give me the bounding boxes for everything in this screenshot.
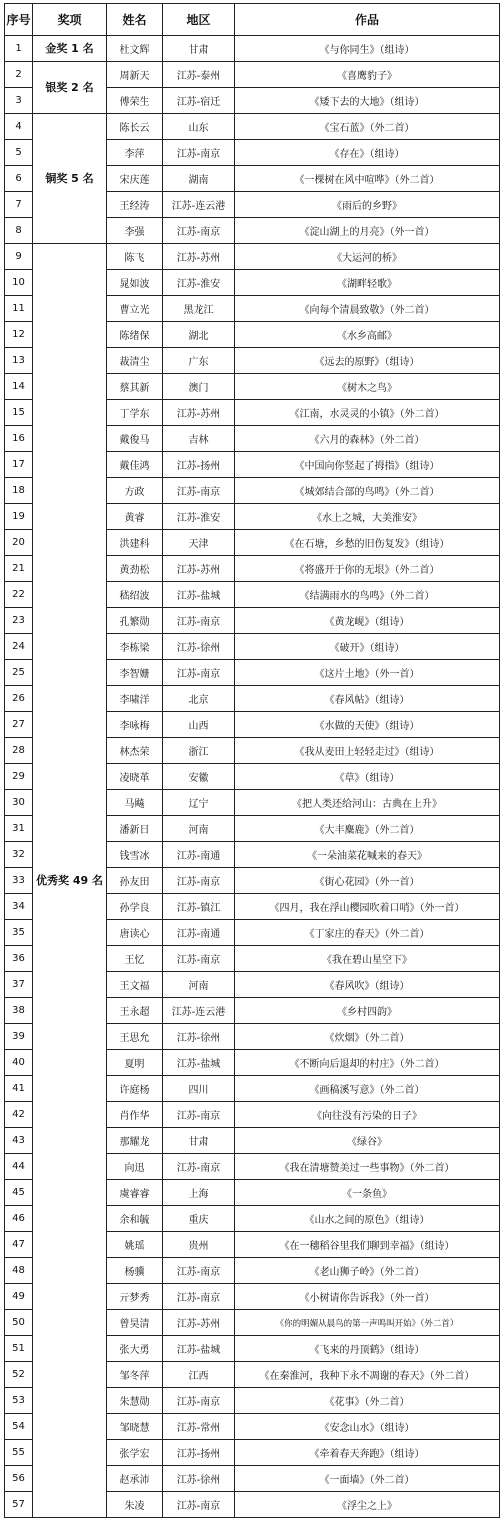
work-title: 《湖畔轻歌》 [235,270,500,296]
author-name: 余和毓 [107,1206,163,1232]
author-region: 江苏-盐城 [163,1336,235,1362]
work-title: 《在一穗稻谷里我们聊到幸福》（组诗） [235,1232,500,1258]
work-title: 《与你同生》（组诗） [235,36,500,62]
work-title: 《淀山湖上的月亮》（外一首） [235,218,500,244]
row-number: 56 [5,1466,33,1492]
row-number: 6 [5,166,33,192]
author-name: 虞睿睿 [107,1180,163,1206]
author-name: 亓梦秀 [107,1284,163,1310]
author-region: 江苏-南京 [163,218,235,244]
award-category: 优秀奖 49 名 [33,244,107,1518]
row-number: 10 [5,270,33,296]
author-name: 邹冬萍 [107,1362,163,1388]
author-name: 陈长云 [107,114,163,140]
row-number: 7 [5,192,33,218]
row-number: 48 [5,1258,33,1284]
row-number: 27 [5,712,33,738]
row-number: 17 [5,452,33,478]
author-name: 王经涛 [107,192,163,218]
work-title: 《浮尘之上》 [235,1492,500,1518]
author-name: 蔡其新 [107,374,163,400]
author-region: 江苏-南京 [163,478,235,504]
work-title: 《破开》（组诗） [235,634,500,660]
author-name: 李栋梁 [107,634,163,660]
author-region: 广东 [163,348,235,374]
work-title: 《飞来的丹顶鹤》（组诗） [235,1336,500,1362]
work-title: 《一条鱼》 [235,1180,500,1206]
author-name: 肖作华 [107,1102,163,1128]
author-name: 李萍 [107,140,163,166]
row-number: 46 [5,1206,33,1232]
work-title: 《我从麦田上轻轻走过》（组诗） [235,738,500,764]
work-title: 《我在碧山星空下》 [235,946,500,972]
author-region: 吉林 [163,426,235,452]
author-region: 江苏-泰州 [163,62,235,88]
author-name: 宋庆莲 [107,166,163,192]
author-name: 杨骥 [107,1258,163,1284]
work-title: 《乡村四韵》 [235,998,500,1024]
row-number: 11 [5,296,33,322]
author-name: 黄睿 [107,504,163,530]
work-title: 《矮下去的大地》（组诗） [235,88,500,114]
row-number: 55 [5,1440,33,1466]
work-title: 《水做的天使》（组诗） [235,712,500,738]
author-region: 江苏-南京 [163,1388,235,1414]
row-number: 50 [5,1310,33,1336]
row-number: 44 [5,1154,33,1180]
author-name: 张学宏 [107,1440,163,1466]
author-region: 四川 [163,1076,235,1102]
work-title: 《一棵树在风中喧哗》（外二首） [235,166,500,192]
author-region: 江苏-盐城 [163,582,235,608]
author-region: 江苏-淮安 [163,504,235,530]
row-number: 28 [5,738,33,764]
author-region: 贵州 [163,1232,235,1258]
author-region: 江苏-南京 [163,1102,235,1128]
award-category: 金奖 1 名 [33,36,107,62]
author-name: 夏明 [107,1050,163,1076]
author-region: 江苏-镇江 [163,894,235,920]
author-region: 江苏-淮安 [163,270,235,296]
author-region: 江苏-盐城 [163,1050,235,1076]
table-body [5,36,500,1518]
row-number: 3 [5,88,33,114]
awards-table [4,3,500,1518]
author-name: 马飚 [107,790,163,816]
table-row [5,62,500,88]
row-number: 47 [5,1232,33,1258]
author-name: 洪建科 [107,530,163,556]
author-region: 江苏-苏州 [163,244,235,270]
row-number: 42 [5,1102,33,1128]
row-number: 36 [5,946,33,972]
author-region: 山西 [163,712,235,738]
author-name: 张大勇 [107,1336,163,1362]
author-region: 江苏-苏州 [163,1310,235,1336]
header-row [5,4,500,36]
row-number: 57 [5,1492,33,1518]
author-region: 河南 [163,972,235,998]
row-number: 23 [5,608,33,634]
row-number: 30 [5,790,33,816]
row-number: 39 [5,1024,33,1050]
row-number: 5 [5,140,33,166]
author-region: 湖南 [163,166,235,192]
row-number: 41 [5,1076,33,1102]
work-title: 《向每个清晨致敬》（外二首） [235,296,500,322]
author-region: 江苏-徐州 [163,1024,235,1050]
row-number: 53 [5,1388,33,1414]
work-title: 《安念山水》（组诗） [235,1414,500,1440]
row-number: 40 [5,1050,33,1076]
row-number: 43 [5,1128,33,1154]
author-region: 辽宁 [163,790,235,816]
header-name: 姓名 [107,4,163,36]
work-title: 《在秦淮河，我种下永不凋谢的春天》（外二首） [235,1362,500,1388]
work-title: 《山水之间的原色》（组诗） [235,1206,500,1232]
author-name: 丁学东 [107,400,163,426]
row-number: 45 [5,1180,33,1206]
awards-table-container [4,3,500,1518]
author-region: 澳门 [163,374,235,400]
author-name: 李强 [107,218,163,244]
author-region: 江苏-南京 [163,1284,235,1310]
work-title: 《六月的森林》（外二首） [235,426,500,452]
work-title: 《画稿溪写意》（外二首） [235,1076,500,1102]
author-region: 重庆 [163,1206,235,1232]
award-category: 铜奖 5 名 [33,114,107,244]
author-name: 王文福 [107,972,163,998]
work-title: 《存在》（组诗） [235,140,500,166]
row-number: 49 [5,1284,33,1310]
row-number: 13 [5,348,33,374]
work-title: 《江南，水灵灵的小镇》（外二首） [235,400,500,426]
row-number: 21 [5,556,33,582]
author-name: 孔繁勋 [107,608,163,634]
work-title: 《远去的原野》（组诗） [235,348,500,374]
work-title: 《我在清塘赞美过一些事物》（外二首） [235,1154,500,1180]
work-title: 《街心花园》（外一首） [235,868,500,894]
work-title: 《小树请你告诉我》（外一首） [235,1284,500,1310]
author-name: 杜文辉 [107,36,163,62]
work-title: 《向往没有污染的日子》 [235,1102,500,1128]
author-region: 江苏-南京 [163,868,235,894]
work-title: 《喜鹰豹子》 [235,62,500,88]
work-title: 《绿谷》 [235,1128,500,1154]
work-title: 《中国向你竖起了拇指》（组诗） [235,452,500,478]
author-name: 邹晓慧 [107,1414,163,1440]
author-name: 傅荣生 [107,88,163,114]
row-number: 24 [5,634,33,660]
work-title: 《春风吹》（组诗） [235,972,500,998]
author-name: 那耀龙 [107,1128,163,1154]
author-name: 唐读心 [107,920,163,946]
author-region: 上海 [163,1180,235,1206]
row-number: 51 [5,1336,33,1362]
work-title: 《草》（组诗） [235,764,500,790]
work-title: 《花事》（外二首） [235,1388,500,1414]
author-name: 孙学良 [107,894,163,920]
author-region: 江苏-南京 [163,946,235,972]
author-name: 潘新日 [107,816,163,842]
author-region: 江苏-南京 [163,1258,235,1284]
author-name: 王思允 [107,1024,163,1050]
row-number: 2 [5,62,33,88]
author-region: 河南 [163,816,235,842]
header-work: 作品 [235,4,500,36]
author-name: 向迅 [107,1154,163,1180]
author-region: 江苏-苏州 [163,556,235,582]
row-number: 34 [5,894,33,920]
work-title: 《一面墙》（外二首） [235,1466,500,1492]
work-title: 《在石塘，乡愁的旧伤复发》（组诗） [235,530,500,556]
author-region: 天津 [163,530,235,556]
author-name: 孙友田 [107,868,163,894]
author-region: 江苏-南京 [163,1154,235,1180]
author-region: 江苏-扬州 [163,452,235,478]
author-name: 李咏梅 [107,712,163,738]
author-region: 江苏-南京 [163,1492,235,1518]
author-name: 李啸洋 [107,686,163,712]
author-name: 许庭杨 [107,1076,163,1102]
work-title: 《你的明媚从晨鸟的第一声鸣叫开始》（外二首） [235,1310,500,1336]
work-title: 《不断向后退却的村庄》（外二首） [235,1050,500,1076]
work-title: 《把人类还给河山：古典在上升》 [235,790,500,816]
author-name: 曾昊清 [107,1310,163,1336]
author-name: 戴佳鸿 [107,452,163,478]
row-number: 38 [5,998,33,1024]
author-region: 江苏-徐州 [163,1466,235,1492]
row-number: 16 [5,426,33,452]
row-number: 22 [5,582,33,608]
work-title: 《丁家庄的春天》（外二首） [235,920,500,946]
author-name: 晁如波 [107,270,163,296]
row-number: 19 [5,504,33,530]
row-number: 9 [5,244,33,270]
work-title: 《一朵油菜花喊来的春天》 [235,842,500,868]
row-number: 15 [5,400,33,426]
work-title: 《春风帖》（组诗） [235,686,500,712]
author-name: 姚瑶 [107,1232,163,1258]
work-title: 《这片土地》（外一首） [235,660,500,686]
work-title: 《黄龙岘》（组诗） [235,608,500,634]
author-region: 江苏-常州 [163,1414,235,1440]
award-category: 银奖 2 名 [33,62,107,114]
author-name: 凌晓革 [107,764,163,790]
author-name: 戴俊马 [107,426,163,452]
author-region: 江苏-连云港 [163,192,235,218]
author-region: 甘肃 [163,36,235,62]
work-title: 《水上之城，大美淮安》 [235,504,500,530]
work-title: 《雨后的乡野》 [235,192,500,218]
work-title: 《牵着春天奔跑》（组诗） [235,1440,500,1466]
row-number: 14 [5,374,33,400]
author-name: 周新天 [107,62,163,88]
author-name: 朱凌 [107,1492,163,1518]
row-number: 52 [5,1362,33,1388]
row-number: 25 [5,660,33,686]
author-region: 浙江 [163,738,235,764]
row-number: 31 [5,816,33,842]
author-name: 赵承沛 [107,1466,163,1492]
author-region: 甘肃 [163,1128,235,1154]
author-name: 嵇绍波 [107,582,163,608]
row-number: 1 [5,36,33,62]
work-title: 《大运河的桥》 [235,244,500,270]
author-region: 江苏-南京 [163,608,235,634]
author-region: 山东 [163,114,235,140]
author-name: 黄劲松 [107,556,163,582]
table-row [5,244,500,270]
author-name: 朱慧勋 [107,1388,163,1414]
row-number: 54 [5,1414,33,1440]
row-number: 33 [5,868,33,894]
author-name: 李智姗 [107,660,163,686]
author-name: 王忆 [107,946,163,972]
author-region: 北京 [163,686,235,712]
author-region: 江苏-苏州 [163,400,235,426]
work-title: 《水乡高邮》 [235,322,500,348]
header-number: 序号 [5,4,33,36]
work-title: 《结满雨水的鸟鸣》（外二首） [235,582,500,608]
row-number: 4 [5,114,33,140]
author-name: 林杰荣 [107,738,163,764]
work-title: 《树木之鸟》 [235,374,500,400]
work-title: 《四月，我在浮山樱园吹着口哨》（外一首） [235,894,500,920]
author-region: 江苏-南通 [163,920,235,946]
author-name: 方政 [107,478,163,504]
header-award: 奖项 [33,4,107,36]
author-region: 江苏-南京 [163,140,235,166]
row-number: 12 [5,322,33,348]
row-number: 20 [5,530,33,556]
author-region: 湖北 [163,322,235,348]
author-region: 安徽 [163,764,235,790]
row-number: 32 [5,842,33,868]
header-region: 地区 [163,4,235,36]
work-title: 《宝石蓝》（外二首） [235,114,500,140]
row-number: 26 [5,686,33,712]
author-name: 陈绪保 [107,322,163,348]
author-region: 江西 [163,1362,235,1388]
author-region: 江苏-宿迁 [163,88,235,114]
author-region: 江苏-徐州 [163,634,235,660]
author-name: 陈飞 [107,244,163,270]
row-number: 35 [5,920,33,946]
row-number: 37 [5,972,33,998]
table-row [5,114,500,140]
author-name: 裁清尘 [107,348,163,374]
author-name: 钱雪冰 [107,842,163,868]
row-number: 29 [5,764,33,790]
author-region: 江苏-南京 [163,660,235,686]
author-name: 王永超 [107,998,163,1024]
author-region: 江苏-南通 [163,842,235,868]
author-region: 江苏-连云港 [163,998,235,1024]
work-title: 《城郊结合部的鸟鸣》（外二首） [235,478,500,504]
work-title: 《老山狮子岭》（外二首） [235,1258,500,1284]
work-title: 《炊烟》（外二首） [235,1024,500,1050]
row-number: 18 [5,478,33,504]
author-region: 黑龙江 [163,296,235,322]
author-name: 曹立光 [107,296,163,322]
table-row [5,36,500,62]
work-title: 《将盛开于你的无垠》（外二首） [235,556,500,582]
author-region: 江苏-扬州 [163,1440,235,1466]
row-number: 8 [5,218,33,244]
work-title: 《大丰麋鹿》（外二首） [235,816,500,842]
